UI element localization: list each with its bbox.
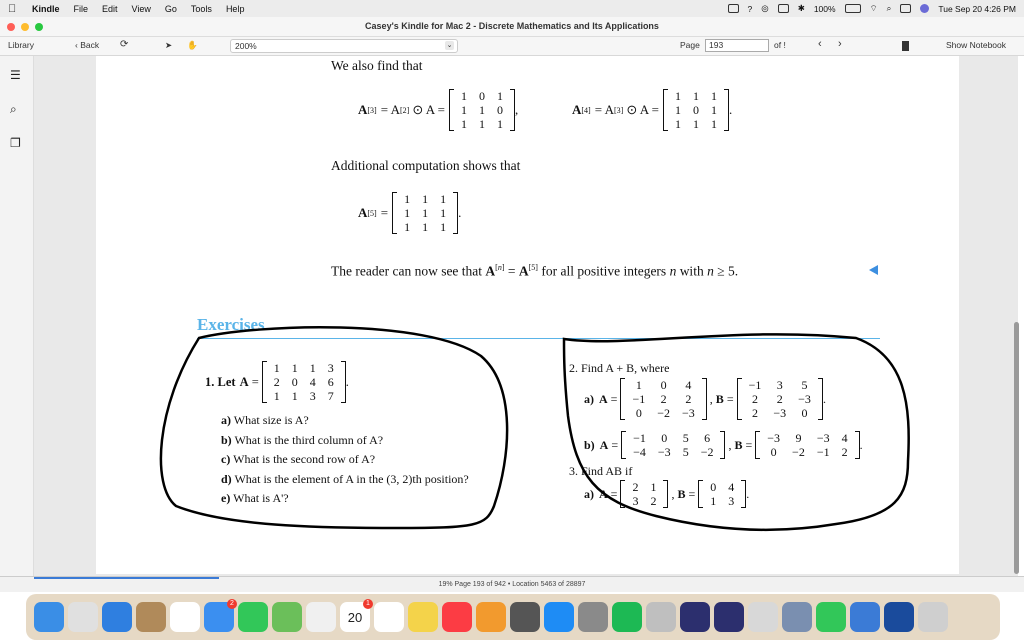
exercise-3a: a) A = 2 1 3 2 , B = 0 4 1 3 . xyxy=(584,480,750,508)
keyboard-icon[interactable] xyxy=(778,4,789,13)
dock-launchpad-icon[interactable] xyxy=(68,602,98,632)
exercise-2-title: 2. Find A + B, where xyxy=(569,361,670,375)
dock-trash-icon[interactable] xyxy=(918,602,948,632)
matrix-cell: 1 xyxy=(650,480,657,494)
sync-icon[interactable]: ⟳ xyxy=(120,39,129,50)
matrix-cell: 1 xyxy=(461,103,467,117)
matrix-cell: 1 xyxy=(461,117,467,131)
library-button[interactable]: Library xyxy=(8,40,34,50)
battery-label: 100% xyxy=(813,3,836,14)
matrix-cell: 1 xyxy=(711,89,717,103)
zoom-value: 200% xyxy=(235,41,257,51)
matrix-cell: 0 xyxy=(801,406,808,420)
equation-a5: A [5] = 1 1 1 1 1 1 1 1 1 . xyxy=(358,192,462,234)
dock-facetime-icon[interactable] xyxy=(816,602,846,632)
exercise-2a: a) A = 1 0 4 −1 2 2 0 −2 −3 , B = −1 3 5 2 2 −3 2 −3 0 . xyxy=(584,378,826,420)
toolbar xyxy=(0,37,1024,56)
location-status: 19% Page 193 of 942 • Location 5463 of 28897 xyxy=(438,581,586,588)
exercise-2b: b) A = −1 0 5 6 −4 −3 5 −2 , B = −3 9 −3 4 0 −2 −1 2 . xyxy=(584,431,863,459)
toc-icon[interactable]: ☰ xyxy=(10,68,21,82)
matrix-cell: 1 xyxy=(273,389,280,403)
ink-annotation-layer xyxy=(96,56,959,574)
part-text: What size is A? xyxy=(231,413,309,427)
menu-app-kindle[interactable]: Kindle xyxy=(32,3,60,14)
dock-preview-icon[interactable] xyxy=(782,602,812,632)
scrollbar[interactable] xyxy=(1014,322,1019,574)
title-bar xyxy=(0,17,1024,37)
matrix-cell: 0 xyxy=(660,378,667,392)
page-input[interactable]: 193 xyxy=(705,39,769,52)
clock[interactable]: Tue Sep 20 4:26 PM xyxy=(938,3,1016,14)
flashcards-icon[interactable]: ❐ xyxy=(10,136,21,150)
matrix-cell: −1 xyxy=(748,378,762,392)
matrix-cell: 1 xyxy=(461,89,467,103)
exercises-heading: Exercises xyxy=(197,315,265,334)
matrix-cell: 2 xyxy=(273,375,280,389)
matrix-cell: 1 xyxy=(440,220,447,234)
page-of-label: of ! xyxy=(774,40,786,50)
matrix-cell: −3 xyxy=(773,406,787,420)
matrix-cell: 2 xyxy=(660,392,667,406)
pointer-icon[interactable]: ➤ xyxy=(165,40,173,50)
matrix-cell: 1 xyxy=(497,89,503,103)
back-button[interactable] xyxy=(75,40,99,50)
dock-mail-icon[interactable] xyxy=(204,602,234,632)
menu-edit[interactable]: Edit xyxy=(102,3,118,14)
text-line: Additional computation shows that xyxy=(331,158,521,173)
matrix-cell: 0 xyxy=(479,89,485,103)
wifi-icon[interactable]: ⌔ xyxy=(869,3,878,13)
menu-view[interactable]: View xyxy=(131,3,151,14)
matrix-cell: 0 xyxy=(661,431,668,445)
dock-music-icon[interactable] xyxy=(442,602,472,632)
matrix-cell: 1 xyxy=(273,361,280,375)
part-text: What is the third column of A? xyxy=(231,432,384,447)
window-title: Casey's Kindle for Mac 2 - Discrete Mathematics and Its Applications xyxy=(365,21,659,31)
matrix-cell: −2 xyxy=(700,445,714,459)
matrix-cell: 1 xyxy=(675,117,681,131)
matrix-cell: 5 xyxy=(682,445,689,459)
matrix-cell: 1 xyxy=(422,192,429,206)
matrix-cell: −2 xyxy=(792,445,805,459)
matrix-cell: 5 xyxy=(801,378,808,392)
dock-finder-icon[interactable] xyxy=(34,602,64,632)
book-page xyxy=(96,56,959,574)
part-text: What is the second row of A? xyxy=(230,452,376,466)
matrix-cell: −3 xyxy=(767,431,781,445)
dock-eclipse2-icon[interactable] xyxy=(714,602,744,632)
ink-loop-exercise-1 xyxy=(161,327,507,528)
conclusion-line: The reader can now see that A[n] = A[5] for all positive integers n with n ≥ 5. xyxy=(331,263,739,279)
dock-spotify-icon[interactable] xyxy=(612,602,642,632)
menu-bar xyxy=(0,0,1024,17)
matrix-cell: 1 xyxy=(497,117,503,131)
matrix-cell: 2 xyxy=(841,445,848,459)
back-label: Back xyxy=(80,40,100,50)
menu-help[interactable]: Help xyxy=(225,3,245,14)
matrix-cell: 2 xyxy=(685,392,692,406)
matrix-cell: 2 xyxy=(751,392,758,406)
show-notebook-button[interactable]: Show Notebook xyxy=(946,40,1007,50)
dock-maps-icon[interactable] xyxy=(272,602,302,632)
matrix-cell: −4 xyxy=(633,445,646,459)
dock-pages-icon[interactable] xyxy=(476,602,506,632)
search-icon[interactable]: ⌕ xyxy=(886,3,892,13)
sidebar xyxy=(0,56,34,576)
matrix-cell: 3 xyxy=(632,494,639,508)
dock-chrome-icon[interactable] xyxy=(170,602,200,632)
matrix-cell: 1 xyxy=(440,206,447,220)
menu-go[interactable]: Go xyxy=(164,3,177,14)
matrix-cell: 1 xyxy=(309,361,316,375)
chevron-left-icon: ‹ xyxy=(75,40,81,50)
status-bar xyxy=(0,576,1024,592)
badge: 2 xyxy=(227,599,237,609)
equation-a3: A [3] = A [2] ⊙ A = 1 0 1 1 1 0 1 1 1 , xyxy=(358,89,519,131)
equation-a4: A [4] = A [3] ⊙ A = 1 1 1 1 0 1 1 1 1 . xyxy=(572,89,733,131)
matrix-cell: 0 xyxy=(710,480,717,494)
dock-reminders-icon[interactable] xyxy=(374,602,404,632)
search-icon[interactable]: ⌕ xyxy=(10,102,17,116)
matrix-cell: 3 xyxy=(728,494,735,508)
text-line: We also find that xyxy=(331,58,423,73)
ink-loop-exercise-2 xyxy=(564,334,909,530)
part-label: e) xyxy=(221,491,231,505)
matrix-cell: 3 xyxy=(327,361,334,375)
matrix-cell: 1 xyxy=(404,206,411,220)
dock-safari-icon[interactable] xyxy=(102,602,132,632)
reader-area[interactable] xyxy=(34,56,1018,576)
next-page-button[interactable]: › xyxy=(838,38,842,50)
matrix-cell: 1 xyxy=(693,117,699,131)
matrix-cell: −3 xyxy=(798,392,811,406)
matrix-cell: 1 xyxy=(479,103,485,117)
matrix-cell: 0 xyxy=(497,103,503,117)
matrix-cell: 1 xyxy=(710,494,717,508)
matrix-cell: 2 xyxy=(776,392,783,406)
dock-proxyman-icon[interactable] xyxy=(850,602,880,632)
battery-icon[interactable] xyxy=(845,4,861,13)
part-label: a) xyxy=(221,413,231,427)
menu-tools[interactable]: Tools xyxy=(190,3,212,14)
dock-eclipse-icon[interactable] xyxy=(680,602,710,632)
help-icon[interactable]: ? xyxy=(747,3,753,14)
matrix-cell: 1 xyxy=(711,117,717,131)
matrix-cell: 4 xyxy=(685,378,692,392)
matrix-cell: 0 xyxy=(291,375,298,389)
exercise-1-statement: 1. Let A = 1 1 1 3 2 0 4 6 1 1 3 7 . xyxy=(205,361,349,403)
hand-icon[interactable]: ✋ xyxy=(187,40,198,50)
part-label: c) xyxy=(221,452,231,466)
matrix-cell: 0 xyxy=(770,445,777,459)
matrix-cell: 1 xyxy=(635,378,642,392)
dock-photos-icon[interactable] xyxy=(306,602,336,632)
bookmark-icon[interactable] xyxy=(902,41,909,51)
matrix-cell: 1 xyxy=(479,117,485,131)
matrix-cell: 1 xyxy=(693,89,699,103)
dock xyxy=(26,594,1000,640)
dock-contacts-icon[interactable] xyxy=(136,602,166,632)
dock-messages-icon[interactable] xyxy=(238,602,268,632)
part-text: What is A'? xyxy=(230,491,289,505)
part-label: b) xyxy=(221,432,232,447)
matrix-cell: −2 xyxy=(657,406,671,420)
dock-settings-icon[interactable] xyxy=(578,602,608,632)
control-center-icon[interactable] xyxy=(900,4,911,13)
matrix-cell: 6 xyxy=(704,431,711,445)
matrix-cell: 1 xyxy=(675,103,681,117)
matrix-cell: 6 xyxy=(327,375,334,389)
zoom-select[interactable] xyxy=(230,39,458,53)
matrix-cell: 2 xyxy=(632,480,639,494)
dock-vectorworks-icon[interactable] xyxy=(884,602,914,632)
matrix-cell: 1 xyxy=(422,206,429,220)
dock-appstore-icon[interactable] xyxy=(544,602,574,632)
matrix-cell: 1 xyxy=(291,389,298,403)
siri-icon[interactable] xyxy=(920,4,929,13)
matrix-cell: 1 xyxy=(440,192,447,206)
apple-icon[interactable] xyxy=(8,3,22,15)
matrix-cell: 3 xyxy=(776,378,783,392)
matrix-cell: 1 xyxy=(404,220,411,234)
calendar-day: 20 xyxy=(347,609,363,625)
dock-calculator-icon[interactable] xyxy=(510,602,540,632)
badge: 1 xyxy=(363,599,373,609)
prev-page-button[interactable]: ‹ xyxy=(818,38,822,50)
menu-file[interactable]: File xyxy=(73,3,89,14)
display-icon[interactable] xyxy=(728,4,739,13)
matrix-cell: 2 xyxy=(650,494,657,508)
part-label: d) xyxy=(221,471,232,486)
chevron-down-icon: ⌄ xyxy=(446,42,453,49)
dock-notes-icon[interactable] xyxy=(408,602,438,632)
audio-icon[interactable]: ◎ xyxy=(761,3,769,13)
matrix-cell: −1 xyxy=(633,431,646,445)
bluetooth-icon[interactable]: ✱ xyxy=(797,3,805,13)
dock-disk-icon[interactable] xyxy=(646,602,676,632)
matrix-cell: 1 xyxy=(422,220,429,234)
dock-calendar-icon[interactable] xyxy=(340,602,370,632)
matrix-cell: 4 xyxy=(728,480,735,494)
matrix-cell: 3 xyxy=(309,389,316,403)
matrix-cell: 1 xyxy=(675,89,681,103)
matrix-cell: 1 xyxy=(291,361,298,375)
matrix-cell: 1 xyxy=(711,103,717,117)
matrix-cell: 1 xyxy=(404,192,411,206)
exercise-3-title: 3. Find AB if xyxy=(569,464,633,478)
matrix-cell: −1 xyxy=(632,392,646,406)
matrix-cell: −3 xyxy=(816,431,830,445)
page-label: Page xyxy=(680,40,700,50)
matrix-cell: 0 xyxy=(635,406,642,420)
matrix-cell: 2 xyxy=(751,406,758,420)
dock-kindle-icon[interactable] xyxy=(748,602,778,632)
matrix-cell: 7 xyxy=(327,389,334,403)
reading-progress-bar xyxy=(34,577,219,579)
matrix-cell: 4 xyxy=(309,375,316,389)
matrix-cell: −1 xyxy=(816,445,830,459)
matrix-cell: 4 xyxy=(841,431,848,445)
matrix-cell: 5 xyxy=(682,431,689,445)
matrix-cell: −3 xyxy=(657,445,671,459)
matrix-cell: −3 xyxy=(682,406,695,420)
part-text: What is the element of A in the (3, 2)th position? xyxy=(231,471,469,486)
matrix-cell: 0 xyxy=(693,103,699,117)
matrix-cell: 9 xyxy=(795,431,802,445)
